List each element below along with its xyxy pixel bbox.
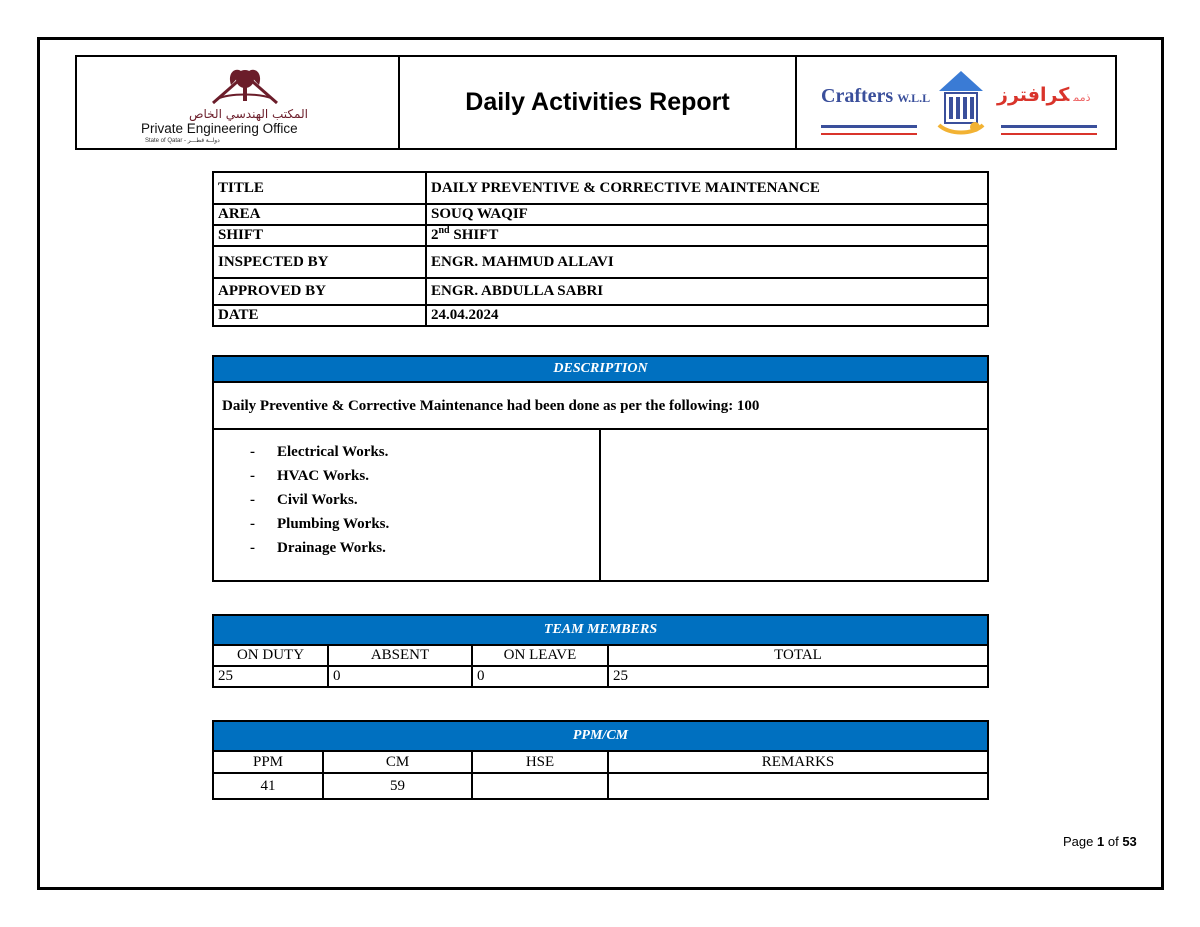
description-header: DESCRIPTION (214, 357, 987, 383)
list-item (214, 536, 599, 560)
page-number (1063, 834, 1137, 849)
info-value: 24.04.2024 (426, 305, 988, 326)
info-label: INSPECTED BY (213, 246, 426, 278)
report-title: Daily Activities Report (465, 88, 730, 116)
description-body (214, 430, 987, 580)
list-item-text: Plumbing Works. (277, 516, 390, 532)
crafters-line-left-red (821, 133, 917, 135)
work-list (214, 430, 601, 580)
info-label: SHIFT (213, 225, 426, 246)
crafters-arabic-name: كرافترز (997, 84, 1070, 106)
list-item-text: Drainage Works. (277, 540, 386, 556)
table-cell: 0 (328, 666, 472, 686)
team-members-section (212, 614, 989, 688)
info-row-area (213, 204, 988, 225)
info-row-shift (213, 225, 988, 246)
table-cell (608, 773, 987, 798)
ppm-cm-section (212, 720, 989, 800)
crafters-line-left (821, 125, 917, 128)
team-members-table (214, 646, 987, 686)
table-cell: 0 (472, 666, 608, 686)
info-label: TITLE (213, 172, 426, 204)
description-section (212, 355, 989, 582)
description-empty-cell (601, 430, 987, 580)
info-value: SOUQ WAQIF (426, 204, 988, 225)
crafters-logo-cell (797, 57, 1115, 148)
table-cell: 25 (608, 666, 987, 686)
peo-subtitle: State of Qatar - دولــة قطـــر (145, 138, 220, 144)
report-info-table (212, 171, 989, 327)
info-label: APPROVED BY (213, 278, 426, 305)
column-header: ON DUTY (214, 646, 328, 666)
column-header: ON LEAVE (472, 646, 608, 666)
qatar-emblem-icon (205, 63, 285, 107)
list-item (214, 440, 599, 464)
shift-text: SHIFT (449, 227, 499, 243)
title-cell (400, 57, 797, 148)
list-item-text: Electrical Works. (277, 444, 389, 460)
building-icon (935, 69, 987, 135)
list-item (214, 464, 599, 488)
list-item-text: Civil Works. (277, 492, 358, 508)
shift-suffix: nd (438, 225, 450, 236)
info-label: DATE (213, 305, 426, 326)
crafters-line-right-red (1001, 133, 1097, 135)
info-row-date (213, 305, 988, 326)
list-item (214, 512, 599, 536)
of-label: of (1107, 834, 1119, 849)
column-header: ABSENT (328, 646, 472, 666)
peo-arabic-name: المكتب الهندسي الخاص (189, 107, 308, 121)
list-item (214, 488, 599, 512)
table-cell: 41 (214, 773, 323, 798)
description-summary: Daily Preventive & Corrective Maintenance had been done as per the following: 100 (214, 383, 987, 430)
list-item-text: HVAC Works. (277, 468, 369, 484)
peo-logo (127, 63, 347, 145)
info-value-shift (426, 225, 988, 246)
info-value: ENGR. MAHMUD ALLAVI (426, 246, 988, 278)
table-cell: 25 (214, 666, 328, 686)
page-total: 53 (1122, 834, 1137, 849)
ppm-cm-table (214, 752, 987, 798)
page-current: 1 (1097, 834, 1105, 849)
crafters-arabic-logo (997, 84, 1091, 106)
table-row (214, 773, 987, 798)
table-header-row (214, 752, 987, 773)
report-header (75, 55, 1117, 150)
shift-number: 2 (431, 227, 439, 243)
table-cell (472, 773, 608, 798)
info-row-inspected (213, 246, 988, 278)
column-header: PPM (214, 752, 323, 773)
page-label: Page (1063, 834, 1094, 849)
info-row-approved (213, 278, 988, 305)
info-value: DAILY PREVENTIVE & CORRECTIVE MAINTENANCE (426, 172, 988, 204)
team-members-header: TEAM MEMBERS (214, 616, 987, 646)
column-header: TOTAL (774, 647, 822, 663)
table-row (214, 666, 987, 686)
peo-english-name: Private Engineering Office (141, 121, 298, 136)
info-value: ENGR. ABDULLA SABRI (426, 278, 988, 305)
table-cell: 59 (323, 773, 472, 798)
ppm-cm-header: PPM/CM (214, 722, 987, 752)
column-header: REMARKS (761, 753, 835, 770)
column-header: CM (323, 752, 472, 773)
table-header-row (214, 646, 987, 666)
crafters-english-logo (821, 85, 930, 108)
crafters-line-right (1001, 125, 1097, 128)
info-row-title (213, 172, 988, 204)
crafters-name: Crafters (821, 85, 894, 107)
crafters-arabic-suffix: ذمم (1073, 91, 1091, 104)
crafters-suffix: W.L.L (897, 91, 931, 105)
peo-logo-cell (77, 57, 400, 148)
column-header: HSE (472, 752, 608, 773)
info-label: AREA (213, 204, 426, 225)
